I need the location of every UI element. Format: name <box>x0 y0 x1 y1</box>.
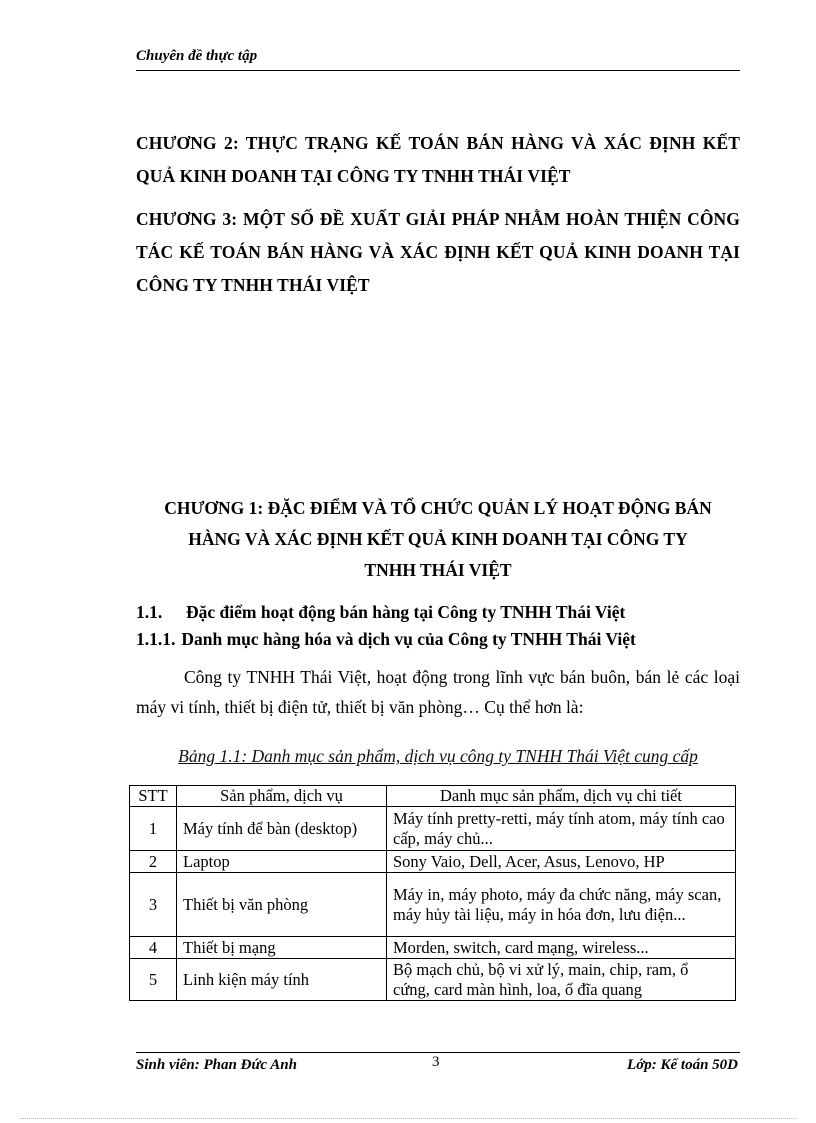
section-1-1-1-number: 1.1.1. <box>136 629 176 649</box>
cell-stt: 1 <box>130 807 177 851</box>
cell-detail: Sony Vaio, Dell, Acer, Asus, Lenovo, HP <box>387 851 736 873</box>
chapter-2-heading: CHƯƠNG 2: THỰC TRẠNG KẾ TOÁN BÁN HÀNG VÀ XÁC ĐỊNH KẾT QUẢ KINH DOANH TẠI CÔNG TY TNHH THÁI VIỆT <box>136 133 740 186</box>
table-caption: Bảng 1.1: Danh mục sản phẩm, dịch vụ công ty TNHH Thái Việt cung cấp <box>178 746 698 766</box>
cell-stt: 2 <box>130 851 177 873</box>
section-1-1-1-title: Danh mục hàng hóa và dịch vụ của Công ty TNHH Thái Việt <box>181 629 636 649</box>
cell-detail: Bộ mạch chủ, bộ vi xử lý, main, chip, ram, ổ cứng, card màn hình, loa, ổ đĩa quang <box>387 959 736 1001</box>
chapter-1-title-line-2: HÀNG VÀ XÁC ĐỊNH KẾT QUẢ KINH DOANH TẠI CÔNG TY <box>188 529 688 549</box>
table-row <box>130 937 736 959</box>
table-row <box>130 959 736 1001</box>
table-row <box>130 807 736 851</box>
running-header: Chuyên đề thực tập <box>136 48 258 64</box>
page-number: 3 <box>432 1054 440 1070</box>
chapter-1-title-line-3: TNHH THÁI VIỆT <box>364 560 512 580</box>
cell-stt: 4 <box>130 937 177 959</box>
section-1-1-heading <box>136 599 625 625</box>
product-table <box>129 785 736 1001</box>
cell-detail: Morden, switch, card mạng, wireless... <box>387 937 736 959</box>
header-product: Sản phẩm, dịch vụ <box>177 786 387 807</box>
header-stt: STT <box>130 786 177 807</box>
footer-rule <box>136 1052 740 1053</box>
table-header-row <box>130 786 736 807</box>
chapter-1-title-line-1: CHƯƠNG 1: ĐẶC ĐIỂM VÀ TỔ CHỨC QUẢN LÝ HOẠT ĐỘNG BÁN <box>164 498 712 518</box>
page-edge-divider <box>20 1118 796 1119</box>
cell-product: Thiết bị mạng <box>177 937 387 959</box>
section-1-1-number: 1.1. <box>136 602 163 622</box>
chapter-3-heading: CHƯƠNG 3: MỘT SỐ ĐỀ XUẤT GIẢI PHÁP NHẰM HOÀN THIỆN CÔNG TÁC KẾ TOÁN BÁN HÀNG VÀ XÁC ĐỊNH KẾT QUẢ KINH DOANH TẠI CÔNG TY TNHH THÁI VIỆT <box>136 209 740 295</box>
section-1-1-1-heading <box>136 626 636 652</box>
cell-detail: Máy in, máy photo, máy đa chức năng, máy scan, máy hủy tài liệu, máy in hóa đơn, lưu điện... <box>387 873 736 937</box>
cell-detail: Máy tính pretty-retti, máy tính atom, máy tính cao cấp, máy chủ... <box>387 807 736 851</box>
table-row <box>130 851 736 873</box>
cell-product: Linh kiện máy tính <box>177 959 387 1001</box>
intro-paragraph: Công ty TNHH Thái Việt, hoạt động trong lĩnh vực bán buôn, bán lẻ các loại máy vi tính, thiết bị điện tử, thiết bị văn phòng… Cụ thể hơn là: <box>136 667 740 717</box>
footer-student: Sinh viên: Phan Đức Anh <box>136 1057 297 1073</box>
header-detail: Danh mục sản phẩm, dịch vụ chi tiết <box>387 786 736 807</box>
header-rule <box>136 70 740 71</box>
cell-stt: 5 <box>130 959 177 1001</box>
cell-product: Máy tính để bàn (desktop) <box>177 807 387 851</box>
cell-stt: 3 <box>130 873 177 937</box>
section-1-1-title: Đặc điểm hoạt động bán hàng tại Công ty TNHH Thái Việt <box>186 602 626 622</box>
footer-class: Lớp: Kế toán 50D <box>627 1057 738 1073</box>
cell-product: Thiết bị văn phòng <box>177 873 387 937</box>
table-row <box>130 873 736 937</box>
cell-product: Laptop <box>177 851 387 873</box>
